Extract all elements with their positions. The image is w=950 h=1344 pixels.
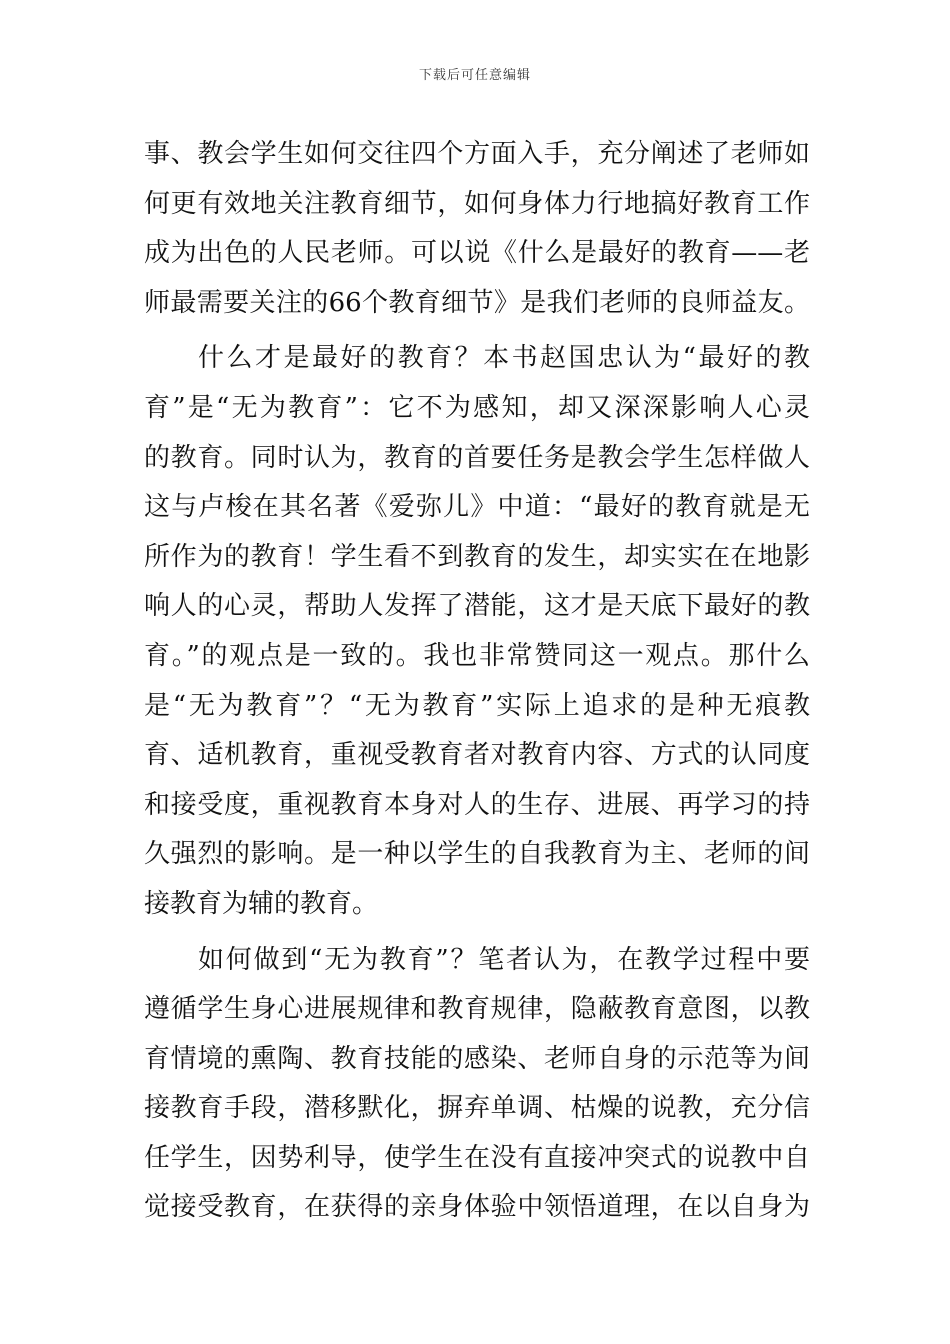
text-line: 接教育为辅的教育。 <box>144 888 379 919</box>
text-line: 如何做到“无为教育”？笔者认为，在教学过程中要 <box>198 944 810 975</box>
text-line: 所作为的教育！学生看不到教育的发生，却实实在在地影 <box>144 541 810 572</box>
text-line: 响人的心灵，帮助人发挥了潜能，这才是天底下最好的教 <box>144 591 810 622</box>
text-line: 接教育手段，潜移默化，摒弃单调、枯燥的说教，充分信 <box>144 1093 810 1124</box>
text-line: 育。”的观点是一致的。我也非常赞同这一观点。那什么 <box>144 640 810 671</box>
text-line: 久强烈的影响。是一种以学生的自我教育为主、老师的间 <box>144 839 810 870</box>
paragraph-2 <box>144 334 810 929</box>
text-line: 何更有效地关注教育细节，如何身体力行地搞好教育工作 <box>144 188 810 219</box>
text-line: 事、教会学生如何交往四个方面入手，充分阐述了老师如 <box>144 139 810 169</box>
paragraph-1 <box>144 130 810 328</box>
text-line: 这与卢梭在其名著《爱弥儿》中道：“最好的教育就是无 <box>144 492 810 523</box>
text-line: 育”是“无为教育”：它不为感知，却又深深影响人心灵 <box>144 392 810 423</box>
text-line: 育情境的熏陶、教育技能的感染、老师自身的示范等为间 <box>144 1043 810 1074</box>
text-line: 觉接受教育，在获得的亲身体验中领悟道理，在以自身为 <box>144 1192 810 1223</box>
body-text <box>144 130 810 1233</box>
text-line: 是“无为教育”？“无为教育”实际上追求的是种无痕教 <box>144 690 810 721</box>
text-line: 育、适机教育，重视受教育者对教育内容、方式的认同度 <box>144 740 810 771</box>
text-line: 遵循学生身心进展规律和教育规律，隐蔽教育意图，以教 <box>144 994 810 1025</box>
text-line: 和接受度，重视教育本身对人的生存、进展、再学习的持 <box>144 789 810 820</box>
text-line: 师最需要关注的66个教育细节》是我们老师的良师益友。 <box>144 287 810 318</box>
text-line: 的教育。同时认为，教育的首要任务是教会学生怎样做人 <box>144 442 810 473</box>
text-line: 什么才是最好的教育？本书赵国忠认为“最好的教 <box>198 343 810 374</box>
text-line: 成为出色的人民老师。可以说《什么是最好的教育——老 <box>144 238 810 269</box>
page-header: 下载后可任意编辑 <box>418 68 531 83</box>
paragraph-3 <box>144 936 810 1234</box>
text-line: 任学生，因势利导，使学生在没有直接冲突式的说教中自 <box>144 1142 810 1173</box>
